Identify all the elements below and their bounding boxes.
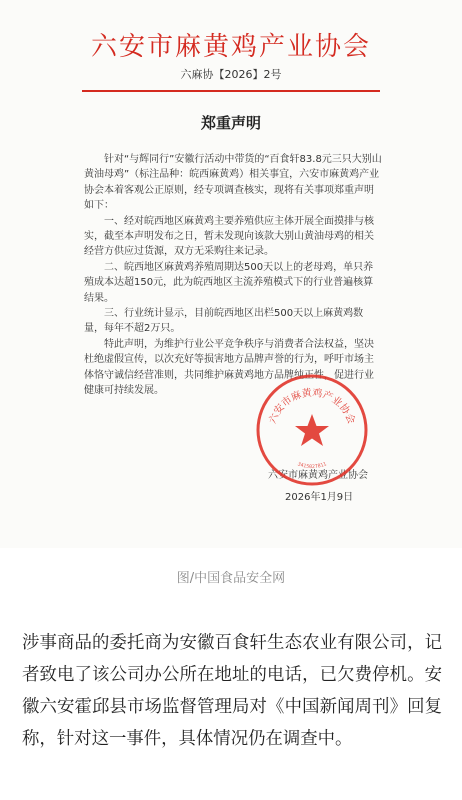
paragraph-closing: 特此声明，为维护行业公平竞争秩序与消费者合法权益，坚决杜绝虚假宣传，以次充好等损害地方品牌声誉的行为，呼吁市场主体恪守诚信经营准则，共同维护麻黄鸡地方品牌纯正性，促进行业健康可持续发展。 [84,338,374,397]
document-number: 六麻协【2026】2号 [180,68,282,81]
official-seal-icon [254,372,370,488]
statement-title: 郑重声明 [200,114,261,132]
paragraph-intro: 针对“与辉同行”安徽行活动中带货的“百食轩83.8元三只大别山黄油母鸡”（标注品种：皖西麻黄鸡）相关事宜，六安市麻黄鸡产业协会本着客观公正原则，经专项调查核实，现将有关事项郑重声明如下： [84,154,382,212]
svg-text:3415027811 [297,461,328,470]
paragraph-1: 一、经对皖西地区麻黄鸡主要养殖供应主体开展全面摸排与核实，截至本声明发布之日，暂未发现向该款大别山黄油母鸡的相关经营方供应过货源，双方无采购往来记录。 [84,215,374,258]
paragraph-2: 二、皖西地区麻黄鸡养殖周期达500天以上的老母鸡，单只养殖成本达超150元，此为皖西地区主流养殖模式下的行业普遍核算结果。 [84,261,374,304]
red-divider [82,90,380,92]
image-caption: 图/中国食品安全网 [176,571,286,586]
article-paragraph: 涉事商品的委托商为安徽百食轩生态农业有限公司，记者致电了该公司办公所在地址的电话，已欠费停机。安徽六安霍邱县市场监督管理局对《中国新闻周刊》回复称，针对这一事件，具体情况仍在调查中。 [22,633,442,749]
seal-code: 3415027811 [296,461,328,471]
signature-date: 2026年1月9日 [285,492,354,503]
seal-text: 六安市麻黄鸡产业协会 [267,387,357,426]
paragraph-3: 三、行业统计显示，目前皖西地区出栏500天以上麻黄鸡数量，每年不超2万只。 [84,308,364,335]
signature-org: 六安市麻黄鸡产业协会 [268,470,368,481]
statement-body [84,152,382,399]
org-title: 六安市麻黄鸡产业协会 [90,32,371,62]
